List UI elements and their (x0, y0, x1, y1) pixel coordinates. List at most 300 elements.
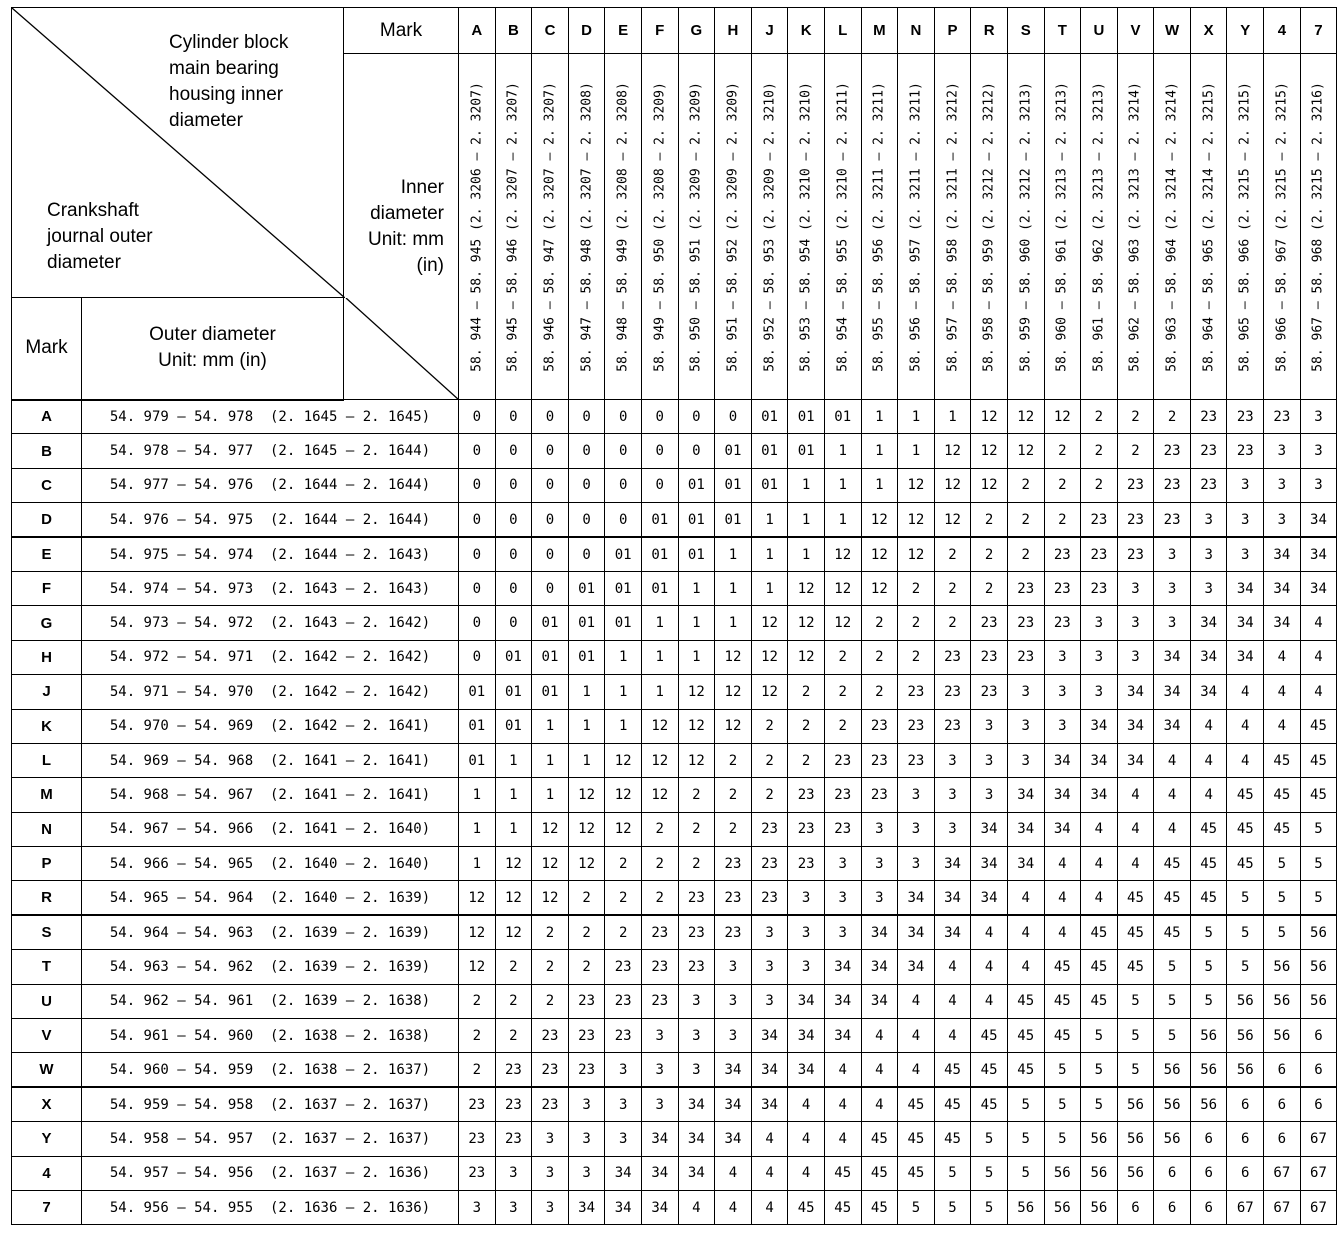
grade-cell: 3 (1044, 675, 1081, 709)
grade-cell: 3 (1264, 434, 1301, 468)
grade-cell: 1 (824, 468, 861, 502)
grade-cell: 2 (532, 950, 569, 984)
grade-cell: 67 (1264, 1190, 1301, 1224)
grade-cell: 34 (1264, 537, 1301, 571)
grade-cell: 3 (788, 915, 825, 949)
grade-cell: 23 (824, 812, 861, 846)
grade-cell: 12 (788, 571, 825, 605)
grade-cell: 2 (1081, 434, 1118, 468)
grade-cell: 34 (1044, 743, 1081, 777)
grade-cell: 3 (1007, 743, 1044, 777)
table-row (12, 1019, 1337, 1053)
grade-cell: 5 (1117, 1019, 1154, 1053)
grade-cell: 34 (1190, 640, 1227, 674)
grade-cell: 2 (861, 640, 898, 674)
grade-cell: 3 (715, 1019, 752, 1053)
grade-cell: 1 (751, 503, 788, 537)
grade-cell: 1 (715, 537, 752, 571)
grade-cell: 56 (1227, 1053, 1264, 1087)
grade-cell: 23 (495, 1053, 532, 1087)
grade-cell: 12 (788, 640, 825, 674)
grade-cell: 45 (824, 1156, 861, 1190)
grade-cell: 12 (971, 400, 1008, 434)
grade-cell: 1 (605, 709, 642, 743)
grade-cell: 1 (934, 400, 971, 434)
grade-cell: 12 (898, 468, 935, 502)
grade-cell: 23 (1154, 468, 1191, 502)
grade-cell: 2 (971, 571, 1008, 605)
grade-cell: 4 (788, 1156, 825, 1190)
grade-cell: 23 (459, 1122, 496, 1156)
grade-cell: 01 (459, 743, 496, 777)
grade-cell: 3 (678, 1053, 715, 1087)
grade-cell: 4 (934, 984, 971, 1018)
grade-cell: 2 (934, 571, 971, 605)
grade-cell: 12 (605, 778, 642, 812)
column-inner-range (459, 54, 496, 400)
grade-cell: 3 (934, 812, 971, 846)
row-mark: X (12, 1087, 82, 1121)
table-row (12, 434, 1337, 468)
grade-cell: 12 (495, 915, 532, 949)
column-inner-range (1117, 54, 1154, 400)
column-mark: J (751, 8, 788, 54)
grade-cell: 3 (861, 812, 898, 846)
grade-cell: 56 (1227, 1019, 1264, 1053)
grade-cell: 1 (568, 743, 605, 777)
grade-cell: 0 (495, 571, 532, 605)
table-row (12, 571, 1337, 605)
grade-cell: 56 (1117, 1122, 1154, 1156)
grade-cell: 34 (1007, 847, 1044, 881)
grade-cell: 56 (1190, 1019, 1227, 1053)
grade-cell: 34 (1300, 503, 1337, 537)
grade-cell: 1 (532, 709, 569, 743)
grade-cell: 1 (788, 468, 825, 502)
row-outer-range: 54. 966 – 54. 965 (2. 1640 – 2. 1640) (82, 847, 459, 881)
grade-cell: 2 (678, 778, 715, 812)
grade-cell: 67 (1227, 1190, 1264, 1224)
grade-cell: 12 (898, 537, 935, 571)
grade-cell: 23 (751, 881, 788, 915)
grade-cell: 0 (532, 503, 569, 537)
column-inner-range-text: 58. 960 – 58. 961 (2. 3213 – 2. 3213) (1054, 81, 1070, 372)
grade-cell: 12 (715, 709, 752, 743)
row-outer-range: 54. 972 – 54. 971 (2. 1642 – 2. 1642) (82, 640, 459, 674)
grade-cell: 01 (495, 675, 532, 709)
grade-cell: 45 (971, 1087, 1008, 1121)
column-inner-range (641, 54, 678, 400)
grade-cell: 2 (568, 915, 605, 949)
grade-cell: 2 (1154, 400, 1191, 434)
grade-cell: 34 (1081, 778, 1118, 812)
grade-cell: 2 (751, 778, 788, 812)
grade-cell: 3 (568, 1122, 605, 1156)
grade-cell: 34 (1227, 571, 1264, 605)
column-mark: 4 (1264, 8, 1301, 54)
grade-cell: 23 (459, 1156, 496, 1190)
grade-cell: 2 (678, 847, 715, 881)
row-mark: W (12, 1053, 82, 1087)
grade-cell: 23 (1117, 468, 1154, 502)
column-inner-range-text: 58. 954 – 58. 955 (2. 3210 – 2. 3211) (835, 81, 851, 372)
grade-cell: 56 (1264, 950, 1301, 984)
grade-cell: 45 (1081, 915, 1118, 949)
grade-cell: 4 (1044, 915, 1081, 949)
column-inner-range-text: 58. 955 – 58. 956 (2. 3211 – 2. 3211) (871, 81, 887, 372)
grade-cell: 2 (971, 537, 1008, 571)
grade-cell: 6 (1264, 1087, 1301, 1121)
grade-cell: 56 (1264, 984, 1301, 1018)
grade-cell: 34 (1154, 709, 1191, 743)
grade-cell: 3 (1007, 709, 1044, 743)
grade-cell: 56 (1300, 950, 1337, 984)
row-outer-range: 54. 975 – 54. 974 (2. 1644 – 2. 1643) (82, 537, 459, 571)
grade-cell: 3 (1117, 571, 1154, 605)
row-mark: M (12, 778, 82, 812)
grade-cell: 12 (1044, 400, 1081, 434)
grade-cell: 23 (605, 950, 642, 984)
column-mark: F (641, 8, 678, 54)
grade-cell: 3 (641, 1019, 678, 1053)
grade-cell: 12 (568, 778, 605, 812)
grade-cell: 23 (824, 778, 861, 812)
grade-cell: 34 (861, 950, 898, 984)
grade-cell: 4 (971, 984, 1008, 1018)
grade-cell: 4 (1227, 743, 1264, 777)
column-inner-range (1081, 54, 1118, 400)
grade-cell: 1 (861, 434, 898, 468)
grade-cell: 5 (1007, 1087, 1044, 1121)
grade-cell: 12 (459, 915, 496, 949)
grade-cell: 3 (1007, 675, 1044, 709)
grade-cell: 4 (861, 1019, 898, 1053)
grade-cell: 67 (1264, 1156, 1301, 1190)
grade-cell: 1 (861, 400, 898, 434)
grade-cell: 2 (605, 881, 642, 915)
grade-cell: 12 (751, 606, 788, 640)
grade-cell: 1 (568, 675, 605, 709)
grade-cell: 34 (1044, 812, 1081, 846)
grade-cell: 4 (1264, 709, 1301, 743)
grade-cell: 5 (1190, 915, 1227, 949)
grade-cell: 34 (1044, 778, 1081, 812)
grade-cell: 01 (678, 468, 715, 502)
grade-cell: 45 (898, 1156, 935, 1190)
header-mark-row (12, 8, 1337, 54)
grade-cell: 3 (1154, 571, 1191, 605)
grade-cell: 1 (678, 640, 715, 674)
grade-cell: 34 (788, 1019, 825, 1053)
grade-cell: 34 (824, 1019, 861, 1053)
grade-cell: 23 (1007, 606, 1044, 640)
grade-cell: 23 (934, 675, 971, 709)
grade-cell: 0 (459, 606, 496, 640)
column-inner-range (1044, 54, 1081, 400)
grade-cell: 3 (1117, 606, 1154, 640)
grade-cell: 0 (568, 537, 605, 571)
grade-cell: 34 (678, 1122, 715, 1156)
grade-cell: 12 (861, 571, 898, 605)
grade-cell: 12 (898, 503, 935, 537)
grade-cell: 5 (1044, 1053, 1081, 1087)
row-outer-range: 54. 965 – 54. 964 (2. 1640 – 2. 1639) (82, 881, 459, 915)
column-inner-range (495, 54, 532, 400)
grade-cell: 56 (1227, 984, 1264, 1018)
grade-cell: 23 (568, 1019, 605, 1053)
grade-cell: 23 (678, 881, 715, 915)
grade-cell: 6 (1117, 1190, 1154, 1224)
grade-cell: 4 (934, 1019, 971, 1053)
row-outer-range: 54. 974 – 54. 973 (2. 1643 – 2. 1643) (82, 571, 459, 605)
grade-cell: 6 (1190, 1122, 1227, 1156)
grade-cell: 23 (532, 1019, 569, 1053)
grade-cell: 34 (788, 984, 825, 1018)
grade-cell: 23 (1227, 434, 1264, 468)
column-mark: T (1044, 8, 1081, 54)
grade-cell: 0 (495, 468, 532, 502)
grade-cell: 3 (641, 1053, 678, 1087)
grade-cell: 0 (605, 434, 642, 468)
grade-cell: 1 (824, 503, 861, 537)
column-inner-range-text: 58. 961 – 58. 962 (2. 3213 – 2. 3213) (1091, 81, 1107, 372)
grade-cell: 34 (1154, 640, 1191, 674)
column-inner-range (1264, 54, 1301, 400)
table-row (12, 984, 1337, 1018)
grade-cell: 0 (678, 400, 715, 434)
grade-cell: 5 (1264, 915, 1301, 949)
grade-cell: 1 (605, 675, 642, 709)
grade-cell: 45 (861, 1190, 898, 1224)
grade-cell: 56 (1081, 1156, 1118, 1190)
grade-cell: 2 (751, 743, 788, 777)
grade-cell: 2 (1081, 468, 1118, 502)
grade-cell: 23 (1190, 400, 1227, 434)
row-mark: K (12, 709, 82, 743)
grade-cell: 1 (568, 709, 605, 743)
grade-cell: 3 (861, 847, 898, 881)
grade-cell: 23 (1154, 434, 1191, 468)
grade-cell: 4 (1007, 915, 1044, 949)
grade-cell: 0 (459, 434, 496, 468)
grade-cell: 56 (1117, 1087, 1154, 1121)
column-inner-range (678, 54, 715, 400)
grade-cell: 4 (788, 1087, 825, 1121)
grade-cell: 12 (788, 606, 825, 640)
table-row (12, 503, 1337, 537)
column-mark: Y (1227, 8, 1264, 54)
column-inner-range (751, 54, 788, 400)
grade-cell: 4 (861, 1087, 898, 1121)
grade-cell: 34 (751, 1053, 788, 1087)
grade-cell: 2 (641, 812, 678, 846)
table-row (12, 915, 1337, 949)
grade-cell: 3 (751, 984, 788, 1018)
column-inner-range-text: 58. 948 – 58. 949 (2. 3208 – 2. 3208) (615, 81, 631, 372)
grade-cell: 5 (934, 1156, 971, 1190)
table-row (12, 1053, 1337, 1087)
cylinder-block-label: Cylinder block main bearing housing inner diameter (169, 32, 289, 131)
grade-cell: 01 (605, 571, 642, 605)
grade-cell: 34 (641, 1190, 678, 1224)
column-inner-range (788, 54, 825, 400)
grade-cell: 01 (751, 400, 788, 434)
grade-cell: 12 (532, 881, 569, 915)
grade-cell: 45 (788, 1190, 825, 1224)
column-mark: 7 (1300, 8, 1337, 54)
grade-cell: 45 (861, 1122, 898, 1156)
grade-cell: 34 (824, 984, 861, 1018)
outer-diameter-label (82, 298, 344, 400)
grade-cell: 6 (1300, 1019, 1337, 1053)
grade-cell: 12 (1007, 434, 1044, 468)
column-inner-range (1227, 54, 1264, 400)
grade-cell: 23 (495, 1122, 532, 1156)
grade-cell: 56 (1190, 1087, 1227, 1121)
grade-cell: 6 (1154, 1190, 1191, 1224)
grade-cell: 4 (1227, 675, 1264, 709)
grade-cell: 3 (715, 984, 752, 1018)
grade-cell: 4 (1190, 743, 1227, 777)
grade-cell: 01 (788, 434, 825, 468)
row-mark: E (12, 537, 82, 571)
grade-cell: 12 (824, 606, 861, 640)
grade-cell: 23 (1154, 503, 1191, 537)
grade-cell: 56 (1044, 1156, 1081, 1190)
grade-cell: 34 (568, 1190, 605, 1224)
grade-cell: 3 (788, 881, 825, 915)
grade-cell: 4 (1264, 675, 1301, 709)
row-mark: N (12, 812, 82, 846)
grade-cell: 2 (605, 847, 642, 881)
grade-cell: 0 (568, 400, 605, 434)
grade-cell: 45 (1117, 915, 1154, 949)
grade-cell: 12 (678, 709, 715, 743)
grade-cell: 56 (1044, 1190, 1081, 1224)
grade-cell: 12 (934, 468, 971, 502)
grade-cell: 5 (1300, 881, 1337, 915)
grade-cell: 12 (715, 675, 752, 709)
grade-cell: 45 (1044, 984, 1081, 1018)
grade-cell: 34 (971, 847, 1008, 881)
grade-cell: 34 (641, 1156, 678, 1190)
grade-cell: 01 (495, 640, 532, 674)
grade-cell: 23 (1044, 606, 1081, 640)
grade-cell: 3 (751, 915, 788, 949)
grade-cell: 2 (1044, 434, 1081, 468)
grade-cell: 23 (1007, 571, 1044, 605)
grade-cell: 23 (1117, 537, 1154, 571)
grade-cell: 3 (532, 1156, 569, 1190)
grade-cell: 2 (641, 881, 678, 915)
grade-cell: 3 (715, 950, 752, 984)
grade-cell: 45 (824, 1190, 861, 1224)
grade-cell: 45 (898, 1087, 935, 1121)
grade-cell: 67 (1300, 1122, 1337, 1156)
grade-cell: 23 (1117, 503, 1154, 537)
grade-cell: 4 (898, 1053, 935, 1087)
grade-cell: 5 (1154, 984, 1191, 1018)
grade-cell: 1 (495, 778, 532, 812)
grade-cell: 2 (1117, 434, 1154, 468)
grade-cell: 4 (1300, 606, 1337, 640)
grade-cell: 4 (1081, 881, 1118, 915)
grade-cell: 0 (459, 571, 496, 605)
grade-cell: 34 (1117, 709, 1154, 743)
row-mark: R (12, 881, 82, 915)
grade-cell: 1 (678, 571, 715, 605)
grade-cell: 0 (495, 606, 532, 640)
table-row (12, 1156, 1337, 1190)
grade-cell: 6 (1190, 1156, 1227, 1190)
bearing-selection-table (11, 7, 1337, 1225)
grade-cell: 45 (1044, 950, 1081, 984)
grade-cell: 5 (1081, 1087, 1118, 1121)
grade-cell: 4 (824, 1053, 861, 1087)
grade-cell: 34 (1264, 606, 1301, 640)
grade-cell: 01 (532, 640, 569, 674)
grade-cell: 45 (1300, 709, 1337, 743)
column-inner-range-text: 58. 947 – 58. 948 (2. 3207 – 2. 3208) (579, 81, 595, 372)
grade-cell: 23 (1227, 400, 1264, 434)
grade-cell: 1 (495, 743, 532, 777)
grade-cell: 3 (1227, 503, 1264, 537)
grade-cell: 0 (459, 640, 496, 674)
grade-cell: 34 (641, 1122, 678, 1156)
table-row (12, 468, 1337, 502)
column-inner-range-text: 58. 945 – 58. 946 (2. 3207 – 2. 3207) (505, 81, 521, 372)
table-row (12, 847, 1337, 881)
grade-cell: 5 (971, 1190, 1008, 1224)
row-outer-range: 54. 971 – 54. 970 (2. 1642 – 2. 1642) (82, 675, 459, 709)
grade-cell: 4 (1154, 743, 1191, 777)
grade-cell: 45 (1227, 847, 1264, 881)
table-row (12, 743, 1337, 777)
grade-cell: 34 (971, 812, 1008, 846)
grade-cell: 01 (568, 640, 605, 674)
column-mark: A (459, 8, 496, 54)
grade-cell: 5 (1190, 984, 1227, 1018)
grade-cell: 3 (568, 1156, 605, 1190)
grade-cell: 23 (715, 915, 752, 949)
column-inner-range (1007, 54, 1044, 400)
grade-cell: 56 (1264, 1019, 1301, 1053)
grade-cell: 0 (641, 400, 678, 434)
grade-cell: 45 (898, 1122, 935, 1156)
grade-cell: 34 (715, 1053, 752, 1087)
column-inner-range-text: 58. 958 – 58. 959 (2. 3212 – 2. 3212) (981, 81, 997, 372)
grade-cell: 23 (898, 709, 935, 743)
grade-cell: 5 (1190, 950, 1227, 984)
grade-cell: 6 (1300, 1087, 1337, 1121)
grade-cell: 4 (715, 1156, 752, 1190)
grade-cell: 2 (898, 606, 935, 640)
grade-cell: 3 (1044, 709, 1081, 743)
grade-cell: 2 (495, 950, 532, 984)
grade-cell: 0 (641, 434, 678, 468)
grade-cell: 3 (934, 743, 971, 777)
row-outer-range: 54. 977 – 54. 976 (2. 1644 – 2. 1644) (82, 468, 459, 502)
grade-cell: 0 (495, 537, 532, 571)
grade-cell: 5 (1264, 847, 1301, 881)
grade-cell: 23 (715, 847, 752, 881)
grade-cell: 45 (934, 1087, 971, 1121)
grade-cell: 56 (1007, 1190, 1044, 1224)
grade-cell: 23 (1264, 400, 1301, 434)
column-mark-header: Mark (344, 8, 459, 54)
grade-cell: 4 (1154, 812, 1191, 846)
column-inner-range-text: 58. 944 – 58. 945 (2. 3206 – 2. 3207) (469, 81, 485, 372)
